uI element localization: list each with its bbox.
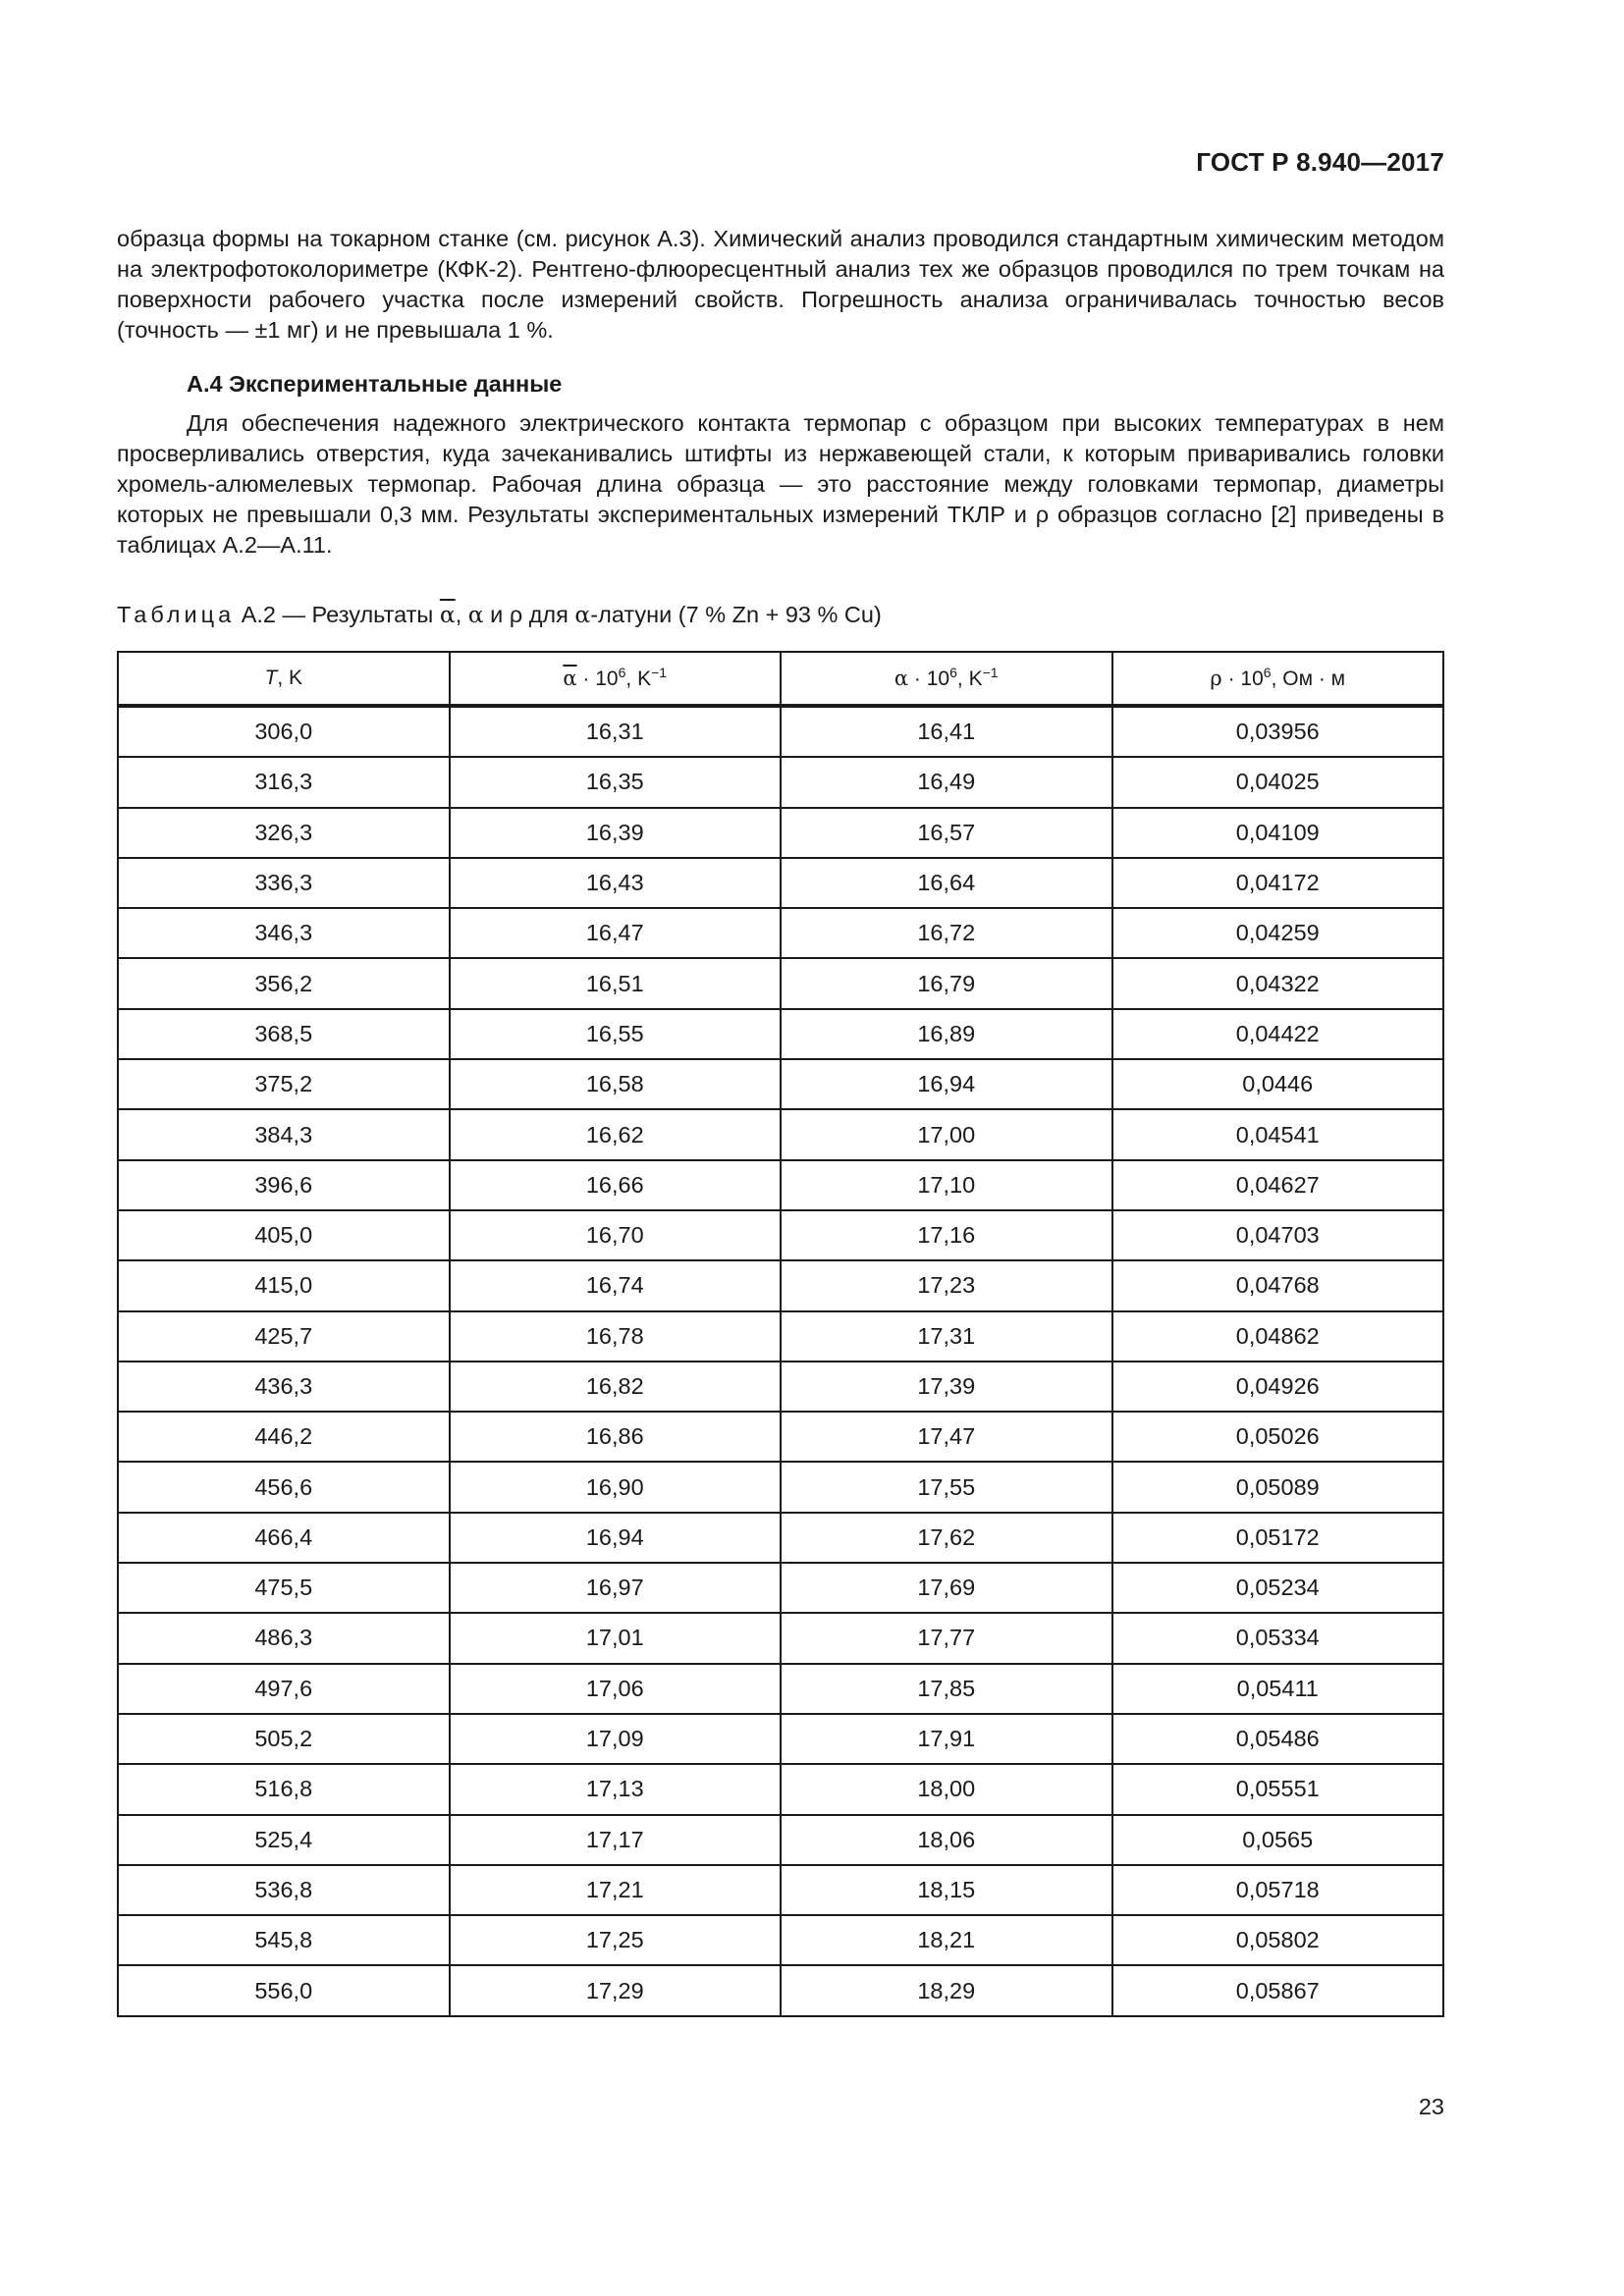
table-row [118, 1059, 1443, 1109]
table-row [118, 1664, 1443, 1714]
caption-word: Таблица [117, 602, 236, 627]
resistivity-cell: 0,04422 [1112, 1009, 1444, 1059]
mean-alpha-cell: 16,47 [450, 908, 782, 958]
temperature-cell: 425,7 [118, 1311, 450, 1362]
mean-alpha-cell: 17,17 [450, 1815, 782, 1865]
resistivity-cell: 0,05411 [1112, 1664, 1444, 1714]
temperature-cell: 436,3 [118, 1362, 450, 1412]
mean-alpha-cell: 16,55 [450, 1009, 782, 1059]
resistivity-cell: 0,05802 [1112, 1915, 1444, 1965]
table-row [118, 1009, 1443, 1059]
mean-alpha-cell: 17,21 [450, 1865, 782, 1915]
alpha-cell: 16,94 [781, 1059, 1112, 1109]
table-caption [117, 601, 882, 628]
alpha-cell: 17,39 [781, 1362, 1112, 1412]
temperature-cell: 316,3 [118, 757, 450, 807]
alpha-cell: 17,69 [781, 1563, 1112, 1613]
alpha-cell: 17,77 [781, 1613, 1112, 1663]
table-row [118, 1362, 1443, 1412]
mean-alpha-cell: 16,82 [450, 1362, 782, 1412]
caption-tail: -латуни (7 % Zn + 93 % Cu) [590, 602, 882, 627]
resistivity-cell: 0,05026 [1112, 1412, 1444, 1462]
mean-alpha-cell: 16,86 [450, 1412, 782, 1462]
mean-alpha-cell: 16,43 [450, 858, 782, 908]
temperature-cell: 306,0 [118, 706, 450, 757]
mean-alpha-cell: 17,06 [450, 1664, 782, 1714]
resistivity-cell: 0,05172 [1112, 1513, 1444, 1563]
table-row [118, 757, 1443, 807]
alpha-cell: 17,55 [781, 1462, 1112, 1512]
resistivity-cell: 0,04926 [1112, 1362, 1444, 1412]
caption-alpha-bar: $\overline{\alpha}$ [439, 601, 456, 628]
resistivity-cell: 0,04109 [1112, 808, 1444, 858]
temperature-cell: 497,6 [118, 1664, 450, 1714]
header-rho-mult: · 10 [1221, 667, 1264, 690]
resistivity-cell: 0,04172 [1112, 858, 1444, 908]
temperature-cell: 545,8 [118, 1915, 450, 1965]
alpha-cell: 18,06 [781, 1815, 1112, 1865]
mean-alpha-cell: 16,78 [450, 1311, 782, 1362]
table-row [118, 958, 1443, 1008]
mean-alpha-cell: 16,35 [450, 757, 782, 807]
mean-alpha-cell: 17,25 [450, 1915, 782, 1965]
caption-and-rho: и ρ для [483, 602, 575, 627]
alpha-cell: 17,85 [781, 1664, 1112, 1714]
temperature-cell: 466,4 [118, 1513, 450, 1563]
alpha-cell: 17,31 [781, 1311, 1112, 1362]
temperature-cell: 356,2 [118, 958, 450, 1008]
table-header-row [118, 652, 1443, 706]
resistivity-cell: 0,0446 [1112, 1059, 1444, 1109]
temperature-cell: 456,6 [118, 1462, 450, 1512]
header-abar-unit-exp: −1 [651, 664, 668, 680]
caption-dash: — Результаты [275, 602, 440, 627]
table-row [118, 1462, 1443, 1512]
header-temperature [118, 652, 450, 706]
temperature-cell: 405,0 [118, 1210, 450, 1260]
resistivity-cell: 0,04703 [1112, 1210, 1444, 1260]
mean-alpha-cell: 17,01 [450, 1613, 782, 1663]
table-row [118, 1965, 1443, 2015]
paragraph-experimental-setup: Для обеспечения надежного электрического контакта термопар с образцом при высоких температурах в нем просверливались отверстия, куда зачеканивались штифты из нержавеющей стали, к которым приваривались головки хромель-алюмелевых термопар. Рабочая длина образца — это расстояние между головками термопар, диаметры которых не превышали 0,3 мм. Результаты экспериментальных измерений ТКЛР и ρ образцов согласно [2] приведены в таблицах А.2—А.11. [117, 410, 1444, 558]
temperature-cell: 446,2 [118, 1412, 450, 1462]
mean-alpha-cell: 16,90 [450, 1462, 782, 1512]
header-abar-exp: 6 [618, 664, 626, 680]
page-number: 23 [1418, 2094, 1444, 2119]
header-a-symbol: α [893, 666, 909, 690]
table-row [118, 1613, 1443, 1663]
header-abar-unit: , K [625, 667, 652, 690]
temperature-cell: 368,5 [118, 1009, 450, 1059]
table-row [118, 1311, 1443, 1362]
mean-alpha-cell: 16,58 [450, 1059, 782, 1109]
table-row [118, 1563, 1443, 1613]
table-row [118, 1513, 1443, 1563]
mean-alpha-cell: 16,31 [450, 706, 782, 757]
table-row [118, 1915, 1443, 1965]
mean-alpha-cell: 17,13 [450, 1764, 782, 1814]
alpha-cell: 17,91 [781, 1714, 1112, 1764]
alpha-cell: 17,10 [781, 1160, 1112, 1210]
header-abar-mult: · 10 [576, 667, 619, 690]
paragraph-sample-analysis: образца формы на токарном станке (см. рисунок А.3). Химический анализ проводился стандартным химическим методом на электрофотоколориметре (КФК-2). Рентгено-флюоресцентный анализ тех же образцов проводился по трем точкам на поверхности рабочего участка после измерений свойств. Погрешность анализа ограничивалась точностью весов (точность — ±1 мг) и не превышала 1 %. [117, 226, 1444, 343]
table-row [118, 1109, 1443, 1159]
alpha-cell: 17,16 [781, 1210, 1112, 1260]
mean-alpha-cell: 16,66 [450, 1160, 782, 1210]
temperature-cell: 516,8 [118, 1764, 450, 1814]
temperature-cell: 415,0 [118, 1260, 450, 1310]
temperature-cell: 486,3 [118, 1613, 450, 1663]
caption-comma: , [455, 602, 462, 627]
temperature-cell: 375,2 [118, 1059, 450, 1109]
table-body [118, 706, 1443, 2016]
resistivity-cell: 0,05234 [1112, 1563, 1444, 1613]
temperature-cell: 346,3 [118, 908, 450, 958]
header-a-mult: · 10 [908, 667, 950, 690]
alpha-cell: 16,79 [781, 958, 1112, 1008]
resistivity-cell: 0,04541 [1112, 1109, 1444, 1159]
table-row [118, 858, 1443, 908]
temperature-cell: 336,3 [118, 858, 450, 908]
temperature-cell: 556,0 [118, 1965, 450, 2015]
alpha-cell: 18,29 [781, 1965, 1112, 2015]
table-row [118, 1865, 1443, 1915]
table-row [118, 1210, 1443, 1260]
mean-alpha-cell: 16,94 [450, 1513, 782, 1563]
alpha-cell: 16,64 [781, 858, 1112, 908]
mean-alpha-cell: 16,70 [450, 1210, 782, 1260]
document-id-header: ГОСТ Р 8.940—2017 [1196, 147, 1444, 177]
table-row [118, 1714, 1443, 1764]
table-row [118, 1815, 1443, 1865]
alpha-cell: 16,89 [781, 1009, 1112, 1059]
table-row [118, 908, 1443, 958]
mean-alpha-cell: 16,74 [450, 1260, 782, 1310]
mean-alpha-cell: 16,39 [450, 808, 782, 858]
temperature-cell: 536,8 [118, 1865, 450, 1915]
caption-alpha-brass: α [574, 601, 591, 628]
header-mean-alpha [450, 652, 782, 706]
table-row [118, 1160, 1443, 1210]
table-row [118, 1412, 1443, 1462]
resistivity-cell: 0,04025 [1112, 757, 1444, 807]
table-row [118, 706, 1443, 757]
temperature-cell: 396,6 [118, 1160, 450, 1210]
resistivity-cell: 0,03956 [1112, 706, 1444, 757]
mean-alpha-cell: 16,51 [450, 958, 782, 1008]
resistivity-cell: 0,05089 [1112, 1462, 1444, 1512]
table-row [118, 808, 1443, 858]
alpha-cell: 17,00 [781, 1109, 1112, 1159]
header-rho-symbol: ρ [1210, 666, 1222, 690]
resistivity-cell: 0,05334 [1112, 1613, 1444, 1663]
mean-alpha-cell: 16,97 [450, 1563, 782, 1613]
alpha-cell: 18,15 [781, 1865, 1112, 1915]
header-a-exp: 6 [949, 664, 957, 680]
resistivity-cell: 0,04862 [1112, 1311, 1444, 1362]
caption-alpha: α [467, 601, 484, 628]
resistivity-cell: 0,05867 [1112, 1965, 1444, 2015]
alpha-cell: 18,21 [781, 1915, 1112, 1965]
header-a-unit: , K [956, 667, 983, 690]
header-a-unit-exp: −1 [982, 664, 999, 680]
alpha-cell: 16,49 [781, 757, 1112, 807]
mean-alpha-cell: 17,09 [450, 1714, 782, 1764]
table-row [118, 1260, 1443, 1310]
resistivity-cell: 0,05486 [1112, 1714, 1444, 1764]
header-abar-symbol: $\overline{\alpha}$ [563, 666, 577, 690]
header-rho-exp: 6 [1263, 664, 1272, 680]
alpha-cell: 16,41 [781, 706, 1112, 757]
resistivity-cell: 0,04768 [1112, 1260, 1444, 1310]
resistivity-cell: 0,05718 [1112, 1865, 1444, 1915]
alpha-cell: 17,47 [781, 1412, 1112, 1462]
temperature-cell: 384,3 [118, 1109, 450, 1159]
table-row [118, 1764, 1443, 1814]
alpha-cell: 16,72 [781, 908, 1112, 958]
alpha-cell: 16,57 [781, 808, 1112, 858]
header-T-unit: , K [277, 667, 302, 689]
mean-alpha-cell: 17,29 [450, 1965, 782, 2015]
resistivity-cell: 0,04259 [1112, 908, 1444, 958]
alpha-cell: 17,23 [781, 1260, 1112, 1310]
header-alpha [781, 652, 1112, 706]
resistivity-cell: 0,04627 [1112, 1160, 1444, 1210]
header-rho-unit: , Ом · м [1271, 667, 1346, 690]
alpha-cell: 18,00 [781, 1764, 1112, 1814]
header-resistivity [1112, 652, 1444, 706]
results-table [117, 651, 1444, 2017]
header-T-symbol: T [264, 667, 278, 689]
temperature-cell: 326,3 [118, 808, 450, 858]
mean-alpha-cell: 16,62 [450, 1109, 782, 1159]
temperature-cell: 475,5 [118, 1563, 450, 1613]
resistivity-cell: 0,04322 [1112, 958, 1444, 1008]
resistivity-cell: 0,05551 [1112, 1764, 1444, 1814]
alpha-cell: 17,62 [781, 1513, 1112, 1563]
section-title: А.4 Экспериментальные данные [187, 371, 563, 397]
temperature-cell: 505,2 [118, 1714, 450, 1764]
caption-number: А.2 [241, 602, 276, 627]
temperature-cell: 525,4 [118, 1815, 450, 1865]
resistivity-cell: 0,0565 [1112, 1815, 1444, 1865]
